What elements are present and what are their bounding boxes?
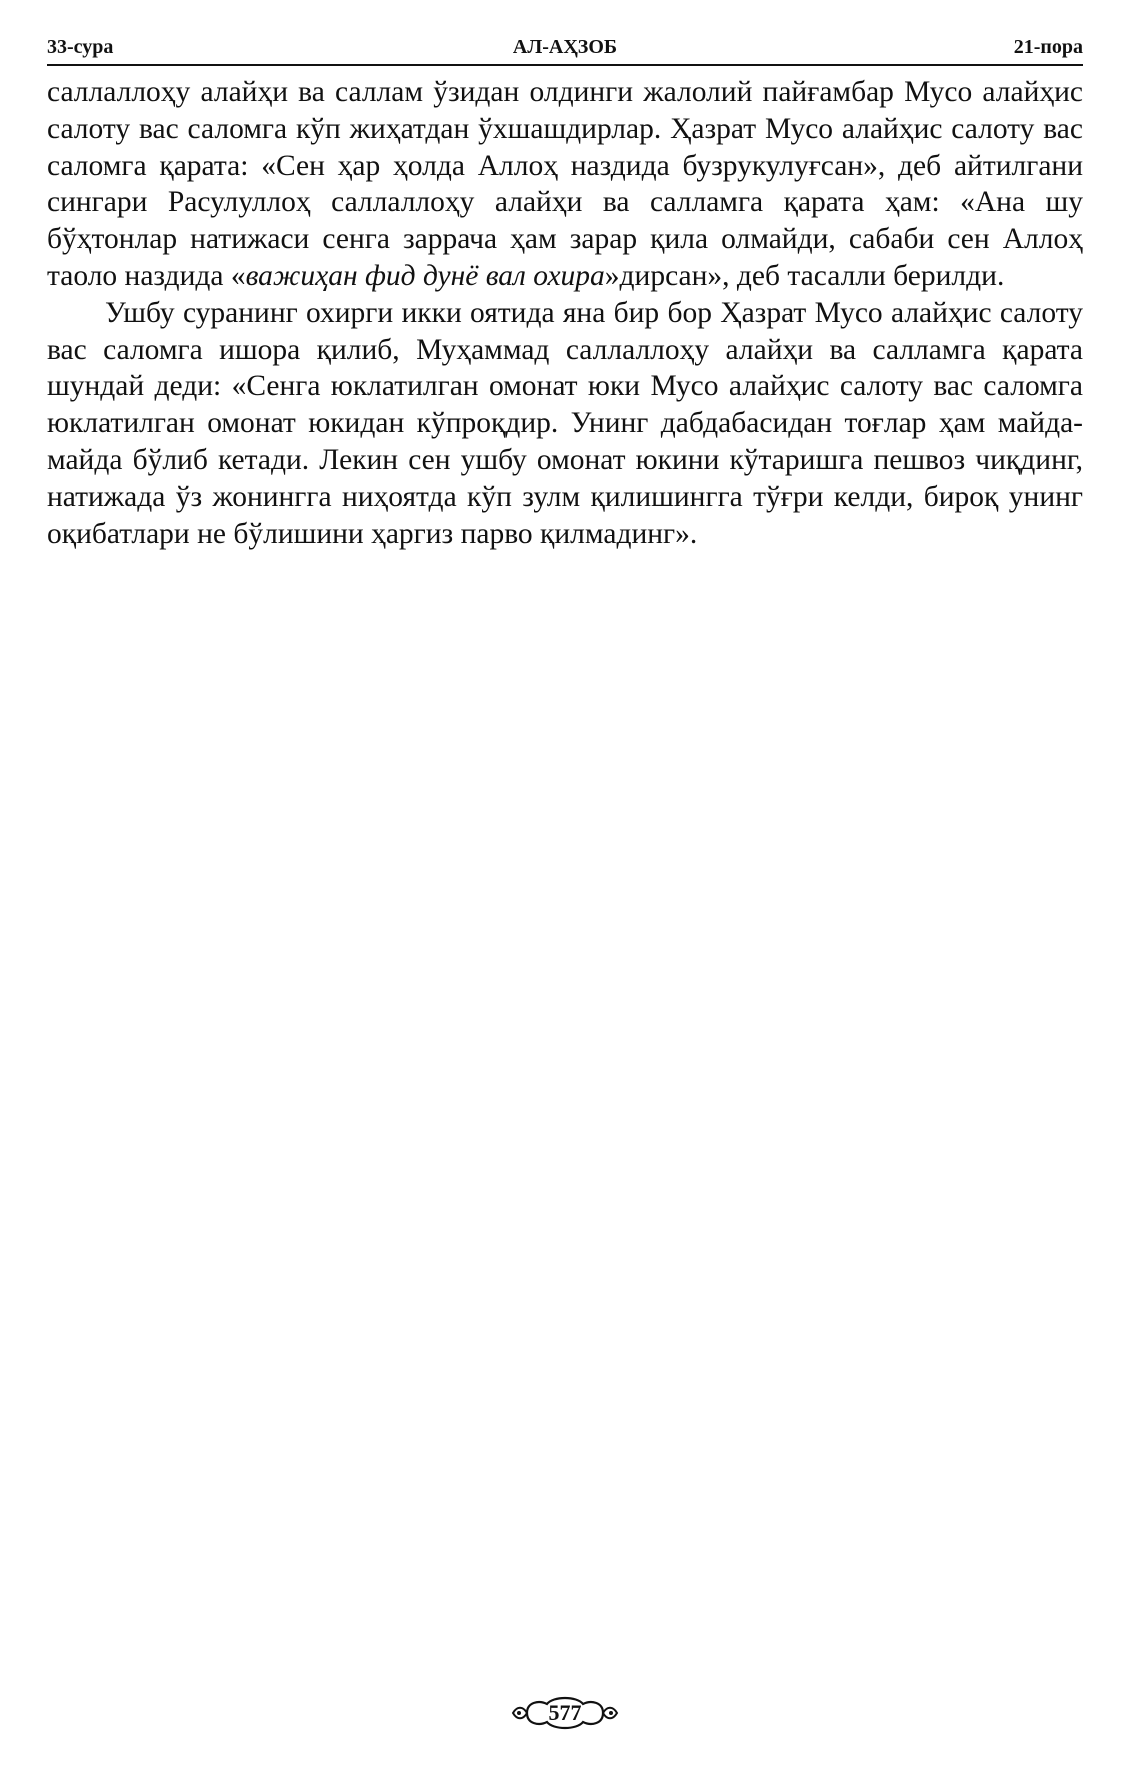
paragraph-1-italic-phrase: важиҳан фид дунё вал охира — [245, 259, 605, 292]
surah-number: 33-сура — [47, 36, 114, 58]
book-page — [47, 30, 1083, 1758]
paragraph-2: Ушбу суранинг охирги икки оятида яна бир бор Ҳазрат Мусо алайҳис салоту вас саломга ишора қилиб, Муҳаммад саллаллоҳу алайҳи ва салламга қарата шундай деди: «Сенга юклатилган омонат юки Мусо алайҳис салоту вас саломга юклатилган омонат юкидан кўпроқдир. Унинг дабдабасидан тоғлар ҳам майда-майда бўлиб кетади. Лекин сен ушбу омонат юкини кўтаришга пешвоз чиқдинг, натижада ўз жонингга ниҳоятда кўп зулм қилишингга тўғри келди, бироқ унинг оқибатлари не бўлишини ҳаргиз парво қилмадинг». — [47, 296, 1083, 550]
surah-title: АЛ-АҲЗОБ — [512, 36, 618, 58]
body-text — [47, 74, 1083, 552]
page-number: 577 — [548, 1700, 582, 1725]
page-number-ornament — [509, 1692, 621, 1734]
paragraph-1-text-end: »дирсан», деб тасалли берилди. — [604, 259, 1005, 292]
running-header — [47, 30, 1083, 66]
juz-number: 21-пора — [1013, 36, 1083, 58]
paragraph-1 — [47, 74, 1083, 295]
paragraph-1-text: саллаллоҳу алайҳи ва саллам ўзидан олдинги жалолий пайғамбар Мусо алайҳис салоту вас саломга кўп жиҳатдан ўхшашдирлар. Ҳазрат Мусо алайҳис салоту вас саломга қарата: «Сен ҳар ҳолда Аллоҳ наздида бузрукулуғсан», деб айтилгани сингари Расулуллоҳ саллаллоҳу алайҳи ва салламга қарата ҳам: «Ана шу бўҳтонлар натижаси сенга заррача ҳам зарар қила олмайди, сабаби сен Аллоҳ таоло наздида « — [47, 76, 1083, 292]
